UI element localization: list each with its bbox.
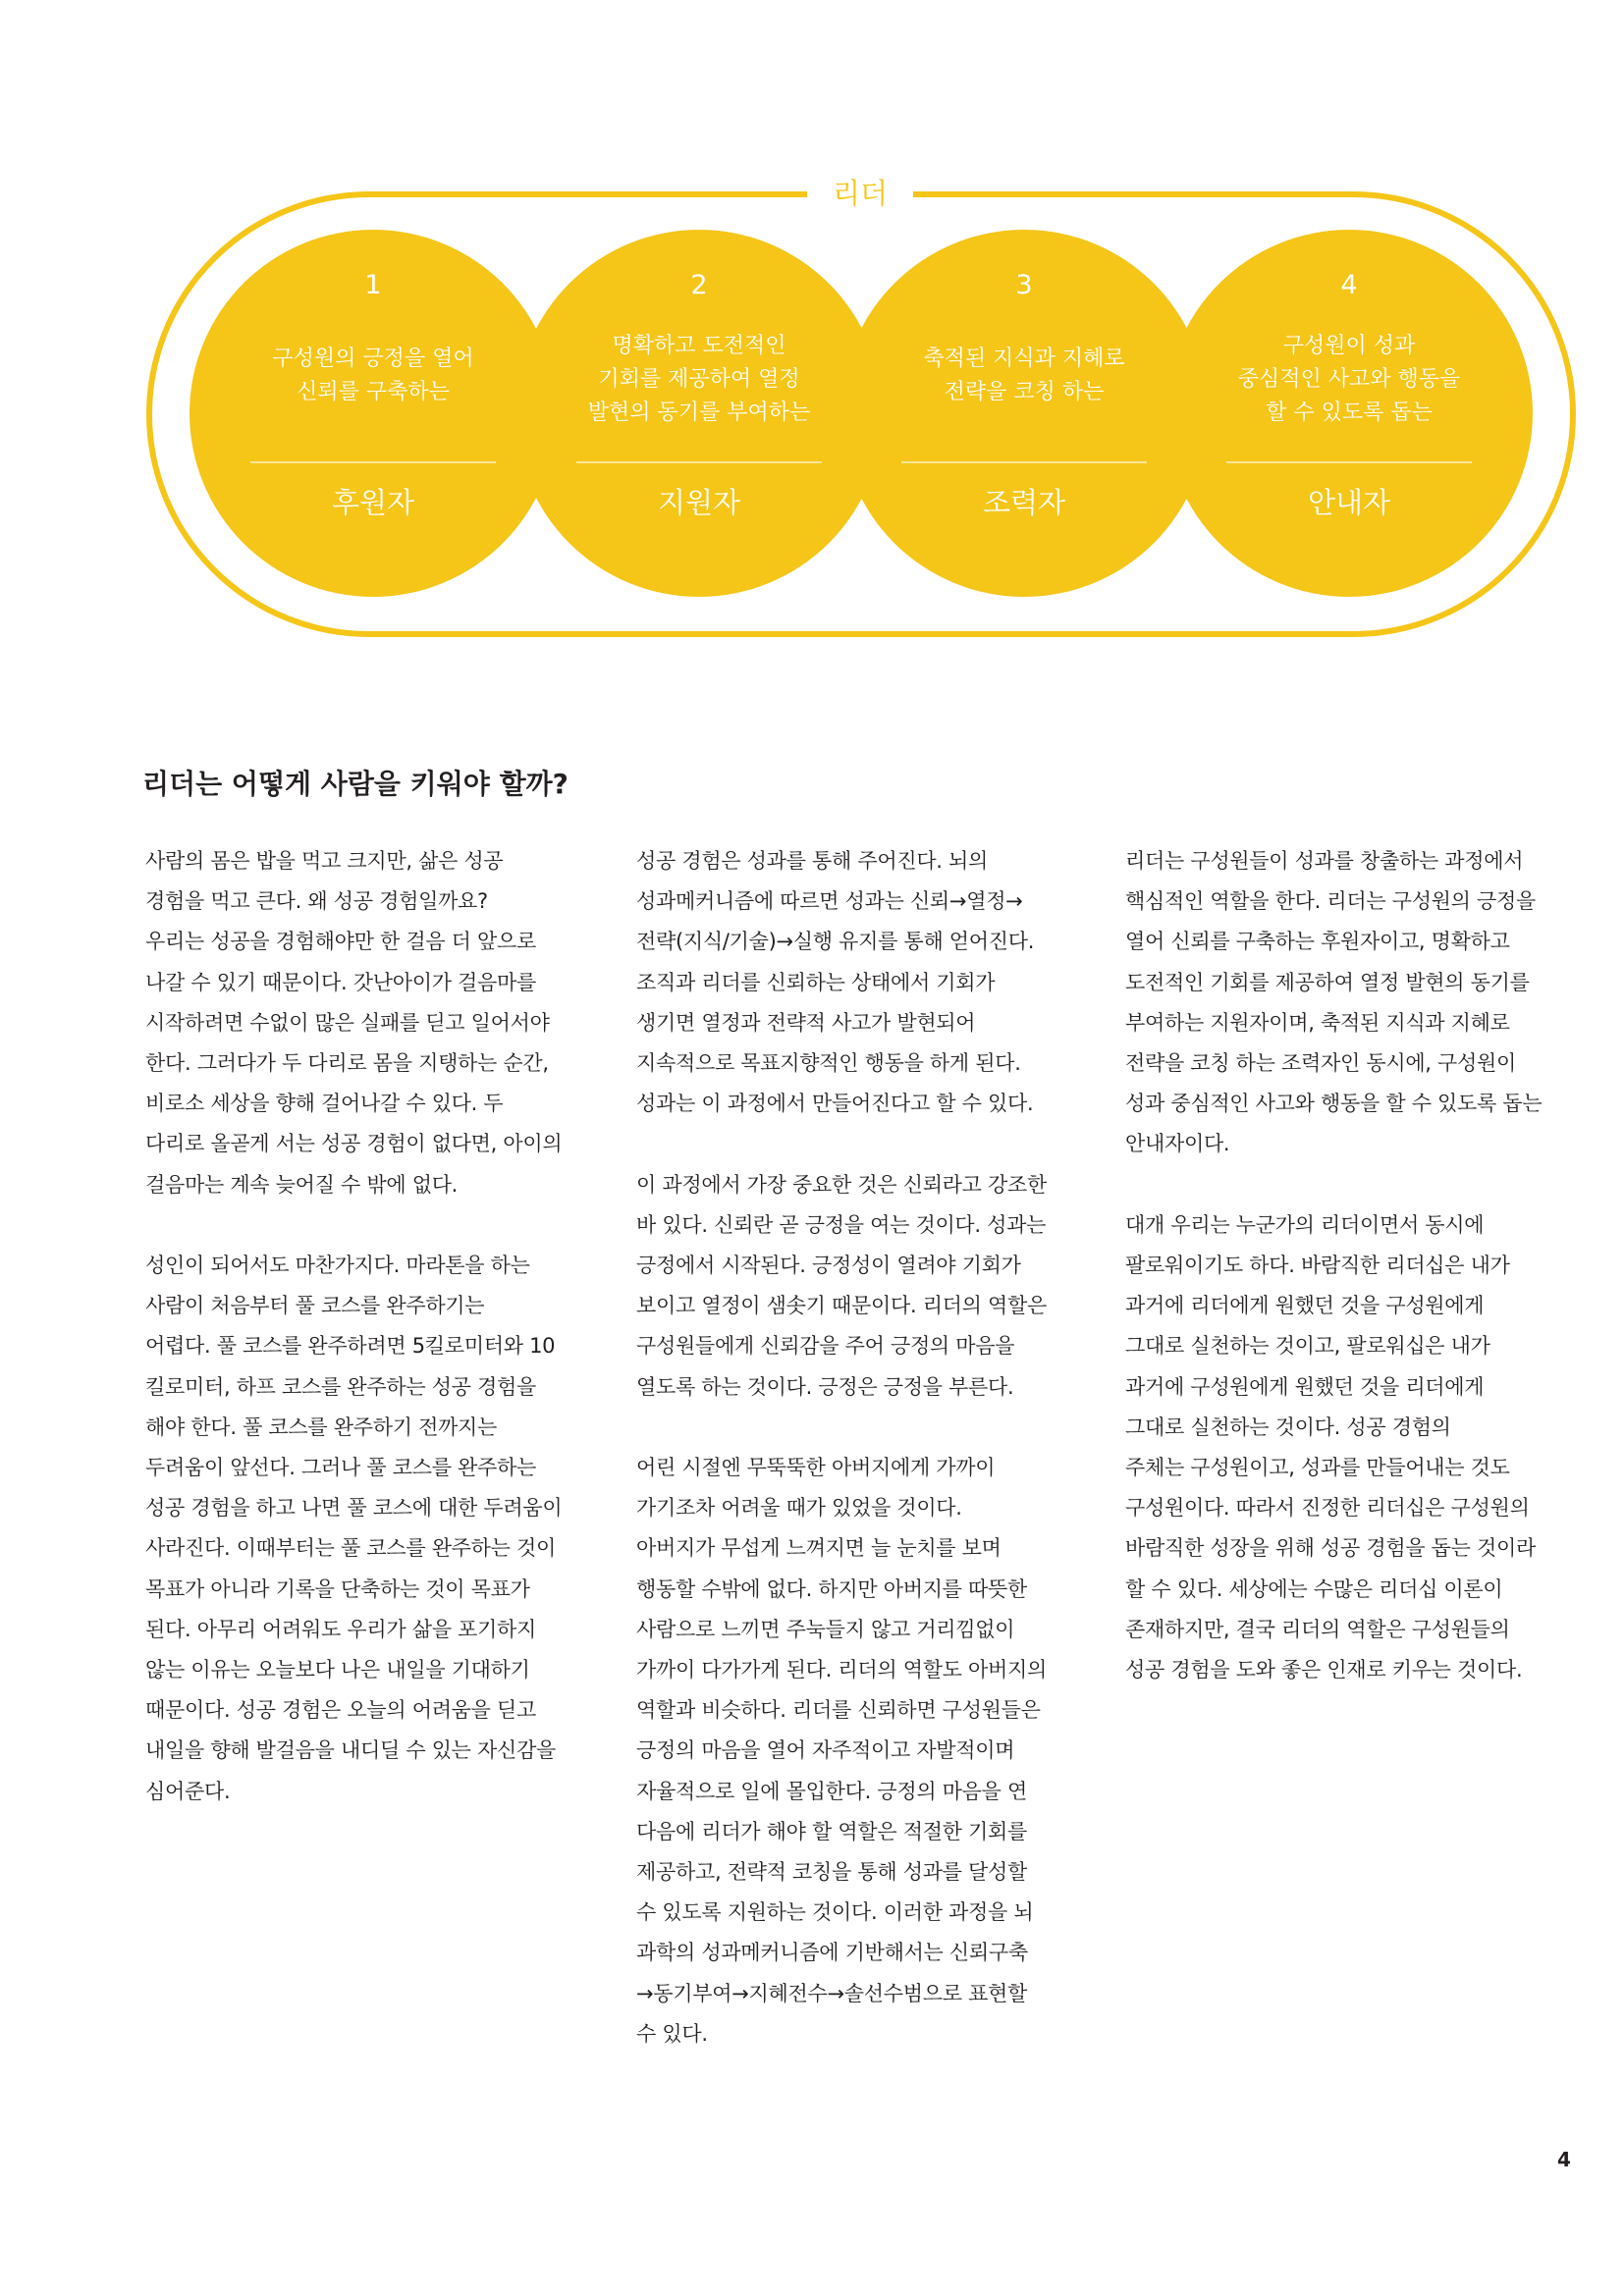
text-line: 안내자이다. [1125, 1132, 1230, 1156]
text-line: 수 있도록 지원하는 것이다. 이러한 과정을 뇌 [636, 1900, 1034, 1925]
text-line: 바람직한 성장을 위해 성공 경험을 돕는 것이라 [1125, 1536, 1536, 1561]
text-line: 핵심적인 역할을 한다. 리더는 구성원의 긍정을 [1125, 889, 1536, 914]
stage-1-description-line: 구성원의 긍정을 열어 [272, 347, 474, 371]
text-line: 경험을 먹고 큰다. 왜 성공 경험일까요? [145, 889, 488, 914]
text-line: 존재하지만, 결국 리더의 역할은 구성원들의 [1125, 1617, 1510, 1641]
paragraph [1125, 841, 1587, 1165]
text-line: 목표가 아니라 기록을 단축하는 것이 목표가 [145, 1576, 530, 1601]
text-line: 성과 중심적인 사고와 행동을 할 수 있도록 돕는 [1125, 1092, 1543, 1116]
stage-4-description [1226, 330, 1472, 430]
text-line: 구성원들에게 신뢰감을 주어 긍정의 마음을 [636, 1334, 1015, 1359]
text-line: 과거에 리더에게 원했던 것을 구성원에게 [1125, 1294, 1485, 1318]
text-line: 부여하는 지원자이며, 축적된 지식과 지혜로 [1125, 1010, 1510, 1035]
text-line: 행동할 수밖에 없다. 하지만 아버지를 따뜻한 [636, 1576, 1027, 1601]
text-line: 대개 우리는 누군가의 리더이면서 동시에 [1125, 1212, 1485, 1237]
text-line: 사라진다. 이때부터는 풀 코스를 완주하는 것이 [145, 1536, 556, 1561]
text-line: 나갈 수 있기 때문이다. 갓난아이가 걸음마를 [145, 970, 536, 994]
text-line: 비로소 세상을 향해 걸어나갈 수 있다. 두 [145, 1092, 504, 1116]
stage-2-description-line: 기회를 제공하여 열정 [598, 367, 800, 392]
text-line: 가까이 다가가게 된다. 리더의 역할도 아버지의 [636, 1658, 1047, 1682]
text-line: 두려움이 앞선다. 그러나 풀 코스를 완주하는 [145, 1456, 536, 1480]
text-line: 성공 경험을 도와 좋은 인재로 키우는 것이다. [1125, 1658, 1523, 1682]
text-line: 보이고 열정이 샘솟기 때문이다. 리더의 역할은 [636, 1294, 1047, 1318]
text-line: 생기면 열정과 전략적 사고가 발현되어 [636, 1010, 976, 1035]
text-line: 조직과 리더를 신뢰하는 상태에서 기회가 [636, 970, 996, 994]
stage-3-number: 3 [1015, 270, 1033, 300]
text-line: 사람이 처음부터 풀 코스를 완주하기는 [145, 1294, 485, 1318]
text-line: 내일을 향해 발걸음을 내디딜 수 있는 자신감을 [145, 1738, 556, 1763]
text-line: 때문이다. 성공 경험은 오늘의 어려움을 딛고 [145, 1698, 536, 1723]
paragraph [145, 1246, 607, 1812]
stage-3-description-line: 전략을 코칭 하는 [944, 380, 1105, 404]
text-line: 전략(지식/기술)→실행 유지를 통해 얻어진다. [636, 930, 1035, 954]
text-line: 제공하고, 전략적 코칭을 통해 성과를 달성할 [636, 1860, 1027, 1885]
paragraph [1125, 1205, 1587, 1690]
text-line: 그대로 실천하는 것이다. 성공 경험의 [1125, 1415, 1451, 1439]
text-line: 성공 경험을 하고 나면 풀 코스에 대한 두려움이 [145, 1496, 563, 1521]
paragraph [145, 841, 607, 1205]
text-line: 심어준다. [145, 1779, 231, 1803]
section-heading: 리더는 어떻게 사람을 키워야 할까? [142, 768, 568, 800]
stage-1-description-line: 신뢰를 구축하는 [297, 380, 450, 404]
text-line: 사람의 몸은 밥을 먹고 크지만, 삶은 성공 [145, 849, 504, 873]
text-line: 된다. 아무리 어려워도 우리가 삶을 포기하지 [145, 1617, 536, 1641]
text-line: 아버지가 무섭게 느껴지면 늘 눈치를 보며 [636, 1536, 1001, 1561]
text-line: 성인이 되어서도 마찬가지다. 마라톤을 하는 [145, 1254, 530, 1278]
stage-4-role: 안내자 [1307, 486, 1391, 519]
stage-4-description-line: 구성원이 성과 [1282, 334, 1416, 358]
text-line: 걸음마는 계속 늦어질 수 밖에 없다. [145, 1172, 459, 1197]
stage-4-description-line: 할 수 있도록 돕는 [1266, 400, 1433, 425]
text-line: 지속적으로 목표지향적인 행동을 하게 된다. [636, 1051, 1021, 1076]
text-line: 시작하려면 수없이 많은 실패를 딛고 일어서야 [145, 1010, 550, 1035]
text-line: 성공 경험은 성과를 통해 주어진다. 뇌의 [636, 849, 989, 873]
text-line: 역할과 비슷하다. 리더를 신뢰하면 구성원들은 [636, 1698, 1041, 1723]
diagram-title: 리더 [832, 177, 889, 210]
text-line: 팔로워이기도 하다. 바람직한 리더십은 내가 [1125, 1254, 1510, 1278]
stage-2-description [576, 330, 822, 430]
text-line: 바 있다. 신뢰란 곧 긍정을 여는 것이다. 성과는 [636, 1212, 1047, 1237]
paragraph [636, 1448, 1098, 2055]
stage-4-description-line: 중심적인 사고와 행동을 [1237, 367, 1461, 392]
paragraph [636, 1165, 1098, 1408]
stage-2-description-line: 명확하고 도전적인 [612, 334, 786, 358]
text-line: 긍정에서 시작된다. 긍정성이 열려야 기회가 [636, 1254, 1021, 1278]
stage-2-role: 지원자 [657, 486, 741, 519]
text-line: 우리는 성공을 경험해야만 한 걸음 더 앞으로 [145, 930, 536, 954]
text-line: 리더는 구성원들이 성과를 창출하는 과정에서 [1125, 849, 1524, 873]
page-number: 4 [1557, 2148, 1571, 2171]
text-line: 한다. 그러다가 두 다리로 몸을 지탱하는 순간, [145, 1051, 549, 1076]
text-line: 열도록 하는 것이다. 긍정은 긍정을 부른다. [636, 1374, 1014, 1399]
text-line: 다리로 올곧게 서는 성공 경험이 없다면, 아이의 [145, 1132, 563, 1156]
text-line: 구성원이다. 따라서 진정한 리더십은 구성원의 [1125, 1496, 1530, 1521]
stage-2-number: 2 [690, 270, 708, 300]
text-line: 사람으로 느끼면 주눅들지 않고 거리낌없이 [636, 1617, 1015, 1641]
stage-3-description [901, 343, 1147, 409]
text-line: 도전적인 기회를 제공하여 열정 발현의 동기를 [1125, 970, 1530, 994]
text-line: 전략을 코칭 하는 조력자인 동시에, 구성원이 [1125, 1051, 1516, 1076]
text-column-1 [145, 841, 607, 1852]
text-line: 다음에 리더가 해야 할 역할은 적절한 기회를 [636, 1819, 1027, 1843]
text-line: 성과메커니즘에 따르면 성과는 신뢰→열정→ [636, 889, 1023, 914]
text-line: →동기부여→지혜전수→솔선수범으로 표현할 [636, 1981, 1028, 2005]
stage-1-role: 후원자 [331, 486, 415, 519]
text-line: 수 있다. [636, 2021, 708, 2046]
text-line: 과학의 성과메커니즘에 기반해서는 신뢰구축 [636, 1941, 1028, 1965]
text-line: 그대로 실천하는 것이고, 팔로워십은 내가 [1125, 1334, 1490, 1359]
paragraph [636, 841, 1098, 1124]
text-column-3 [1125, 841, 1587, 1731]
text-line: 성과는 이 과정에서 만들어진다고 할 수 있다. [636, 1092, 1034, 1116]
stage-4-number: 4 [1340, 270, 1358, 300]
text-column-2 [636, 841, 1098, 2095]
text-line: 열어 신뢰를 구축하는 후원자이고, 명확하고 [1125, 930, 1510, 954]
stage-3-description-line: 축적된 지식과 지혜로 [923, 347, 1125, 371]
stage-3-role: 조력자 [982, 486, 1066, 519]
text-line: 어린 시절엔 무뚝뚝한 아버지에게 가까이 [636, 1456, 996, 1480]
text-line: 과거에 구성원에게 원했던 것을 리더에게 [1125, 1374, 1485, 1399]
text-line: 주체는 구성원이고, 성과를 만들어내는 것도 [1125, 1456, 1510, 1480]
text-line: 않는 이유는 오늘보다 나은 내일을 기대하기 [145, 1658, 530, 1682]
text-line: 자율적으로 일에 몰입한다. 긍정의 마음을 연 [636, 1779, 1027, 1803]
text-line: 할 수 있다. 세상에는 수많은 리더십 이론이 [1125, 1576, 1503, 1601]
text-line: 킬로미터, 하프 코스를 완주하는 성공 경험을 [145, 1374, 536, 1399]
stage-1-number: 1 [364, 270, 382, 300]
text-line: 어렵다. 풀 코스를 완주하려면 5킬로미터와 10 [145, 1334, 556, 1359]
stage-2-description-line: 발현의 동기를 부여하는 [587, 400, 811, 425]
text-line: 이 과정에서 가장 중요한 것은 신뢰라고 강조한 [636, 1172, 1047, 1197]
text-line: 가기조차 어려울 때가 있었을 것이다. [636, 1496, 962, 1521]
text-line: 긍정의 마음을 열어 자주적이고 자발적이며 [636, 1738, 1015, 1763]
stage-1-description [250, 343, 496, 409]
text-line: 해야 한다. 풀 코스를 완주하기 전까지는 [145, 1415, 498, 1439]
